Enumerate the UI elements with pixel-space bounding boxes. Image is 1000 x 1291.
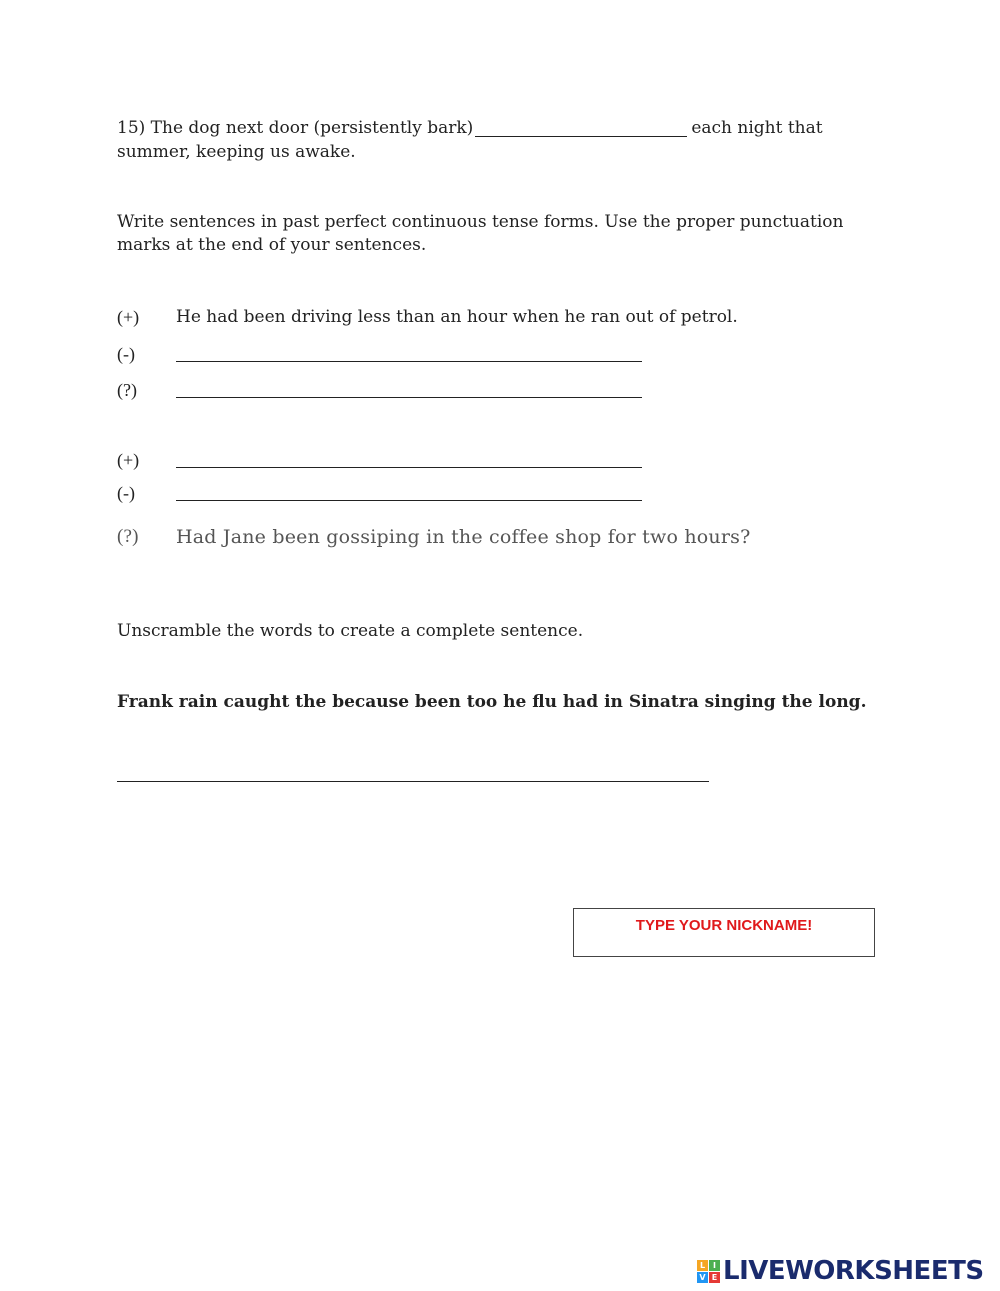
set1-negative-marker: (-): [117, 344, 135, 364]
logo-block-e: E: [709, 1272, 720, 1283]
set1-positive-marker: (+): [117, 307, 140, 327]
nickname-label: TYPE YOUR NICKNAME!: [635, 917, 813, 934]
instruction-unscramble: Unscramble the words to create a complete sentence.: [117, 621, 584, 641]
exercise-15-line-2: summer, keeping us awake.: [117, 142, 356, 162]
exercise-15-line-1: [117, 116, 823, 140]
set2-negative-answer-input[interactable]: [176, 485, 642, 501]
logo-text: LIVEWORKSHEETS: [723, 1256, 984, 1286]
unscramble-answer-input[interactable]: [117, 766, 709, 782]
set1-negative-answer-input[interactable]: [176, 346, 642, 362]
scrambled-sentence: Frank rain caught the because been too he flu had in Sinatra singing the long.: [117, 692, 867, 712]
set1-positive-sentence: He had been driving less than an hour when he ran out of petrol.: [176, 307, 738, 327]
logo-block-v: V: [697, 1272, 708, 1283]
logo-blocks-icon: [697, 1260, 720, 1283]
exercise-15-answer-input[interactable]: [475, 122, 687, 137]
exercise-15-after-blank: each night that: [691, 118, 823, 138]
liveworksheets-logo: [697, 1256, 984, 1286]
set2-positive-answer-input[interactable]: [176, 452, 642, 468]
set2-question-marker: (?): [117, 526, 139, 547]
set1-question-answer-input[interactable]: [176, 382, 642, 398]
set2-negative-marker: (-): [117, 483, 135, 503]
nickname-box[interactable]: [573, 908, 875, 957]
logo-block-i: I: [709, 1260, 720, 1271]
logo-block-l: L: [697, 1260, 708, 1271]
set1-question-marker: (?): [117, 380, 137, 400]
exercise-15-before-blank: 15) The dog next door (persistently bark): [117, 118, 474, 138]
set2-question-sentence: Had Jane been gossiping in the coffee shop for two hours?: [176, 526, 751, 548]
instruction-past-perfect: Write sentences in past perfect continuous tense forms. Use the proper punctuation marks at the end of your sentences.: [117, 212, 844, 255]
set2-positive-marker: (+): [117, 450, 140, 470]
